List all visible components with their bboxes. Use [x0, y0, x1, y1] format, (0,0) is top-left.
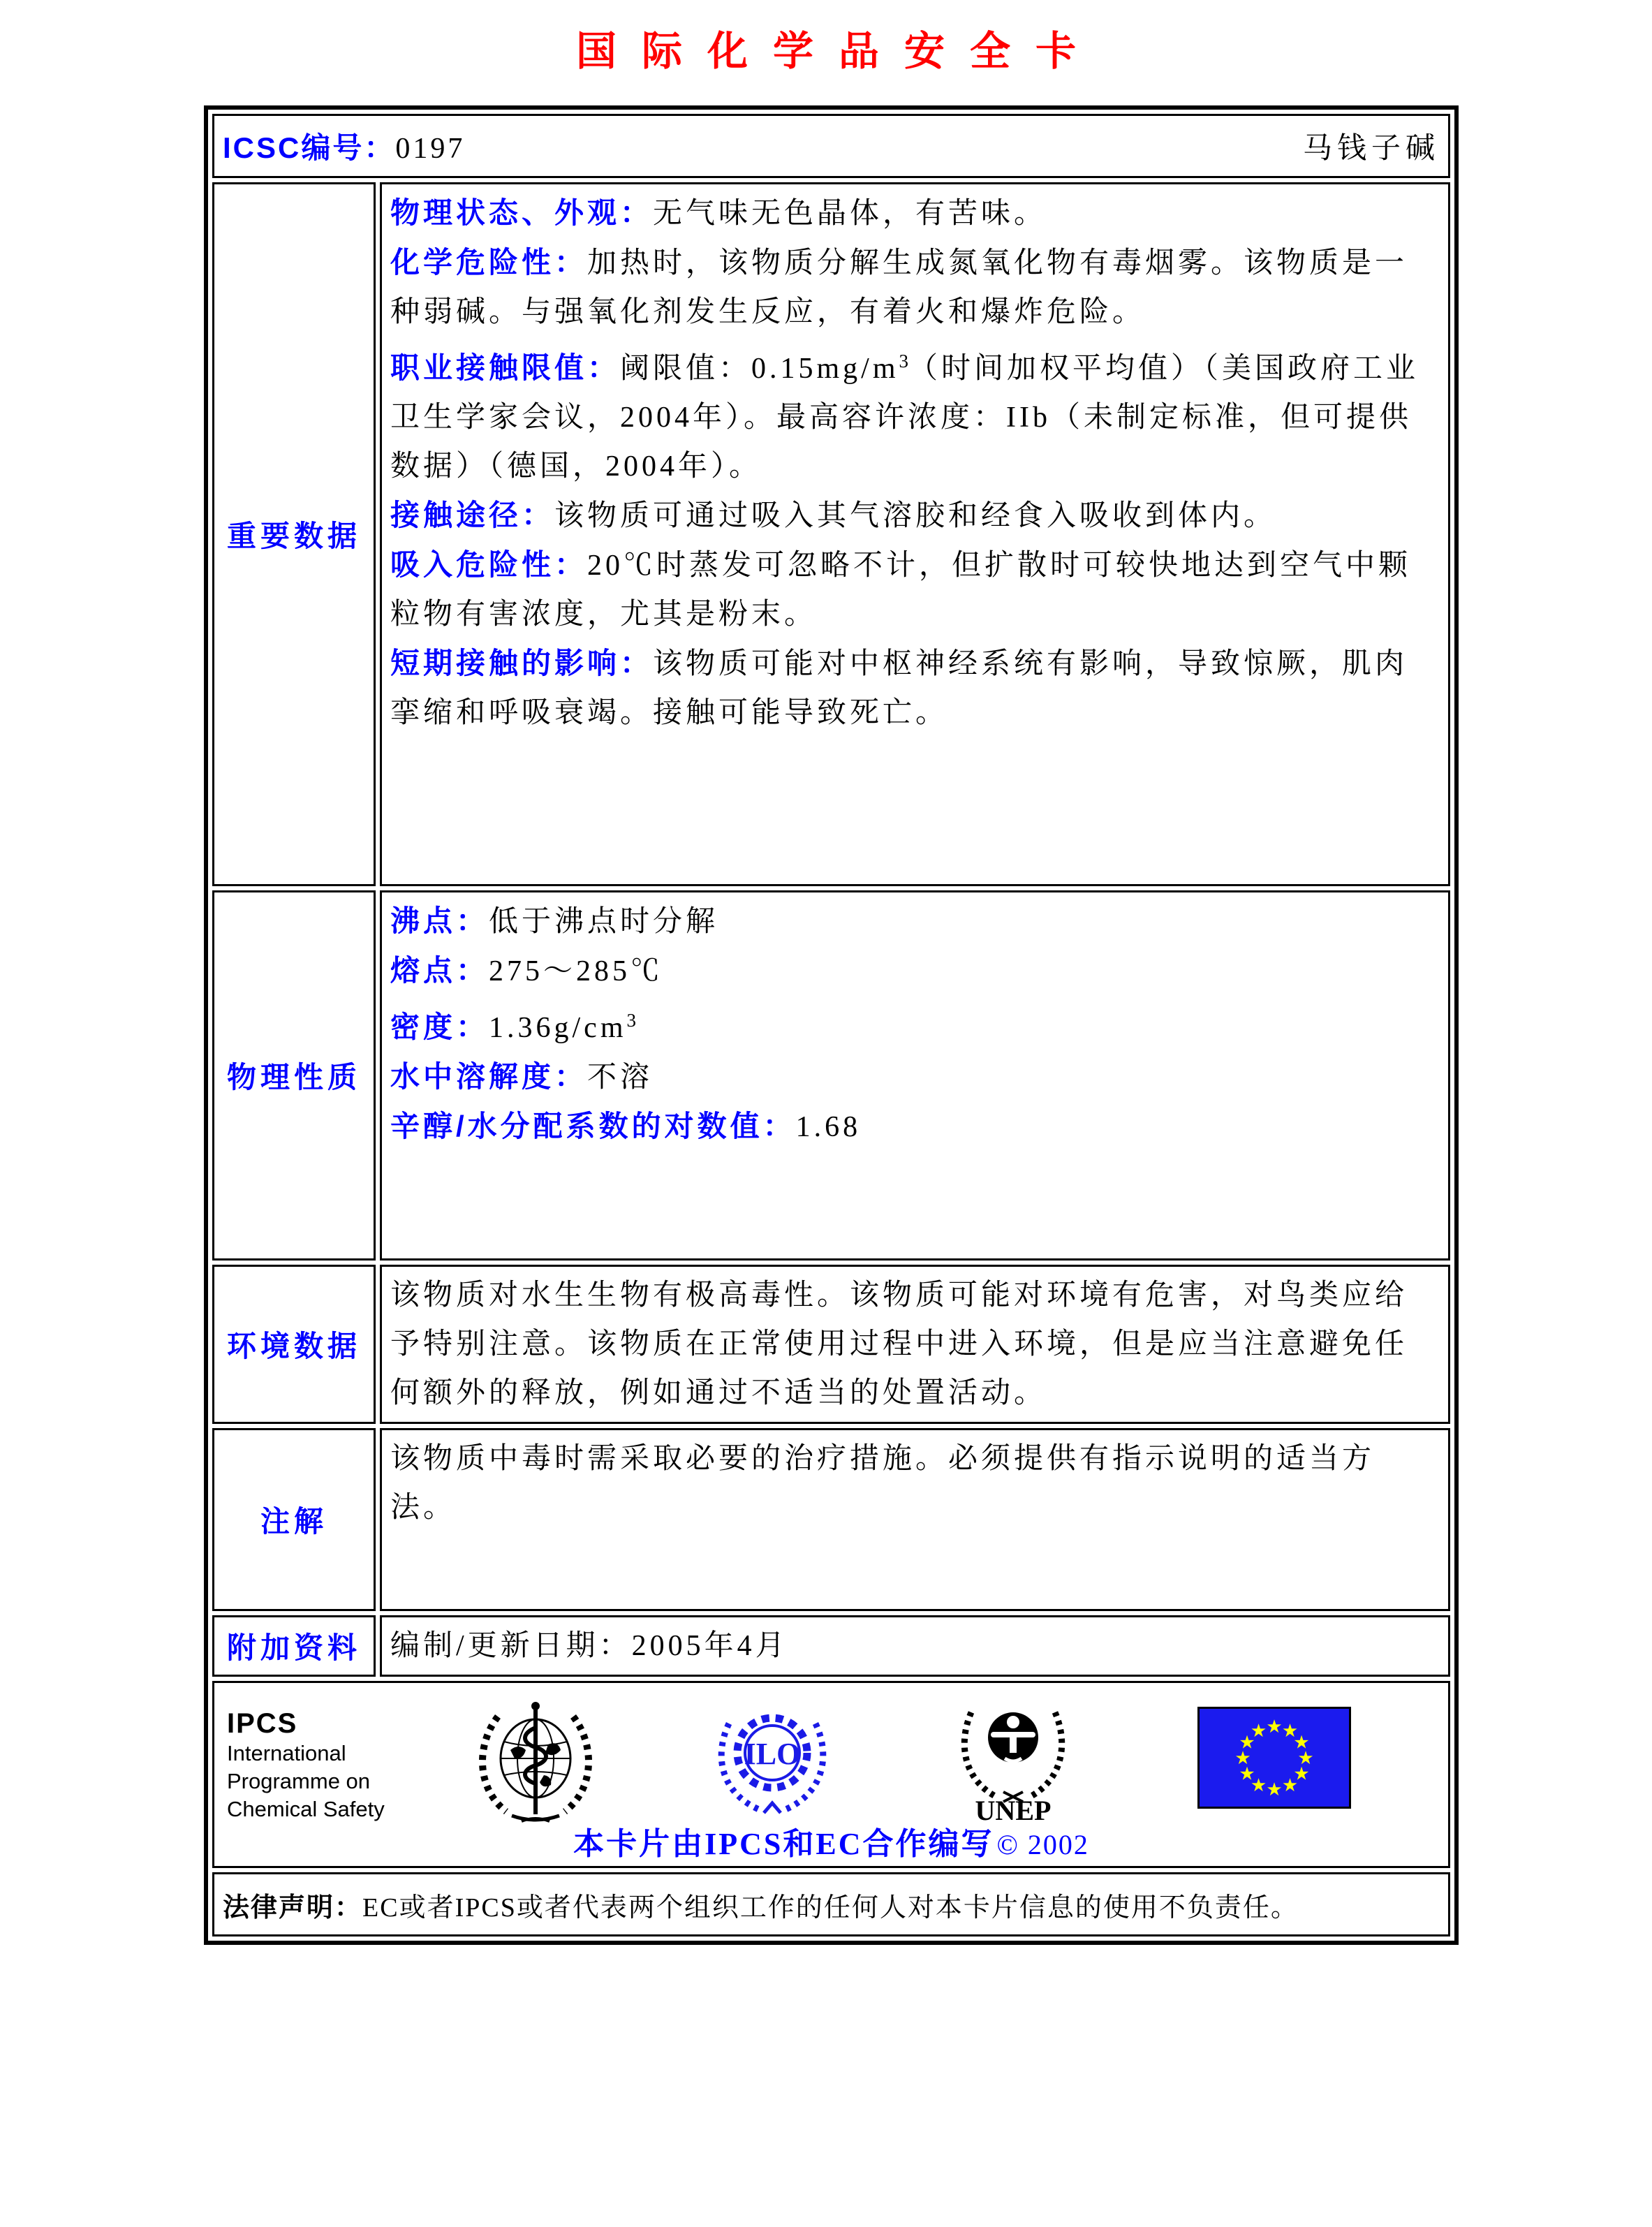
svg-text:★: ★	[1234, 1748, 1251, 1769]
section-row-important-data	[212, 182, 1450, 886]
chemical-name: 马钱子碱	[1302, 133, 1440, 165]
section-content-environmental-data	[380, 1265, 1450, 1424]
ilo-letters: ILO	[744, 1737, 801, 1771]
unep-letters: UNEP	[975, 1795, 1052, 1824]
section-row-notes	[212, 1428, 1450, 1611]
logos-cell	[212, 1681, 1450, 1868]
entry-text: 无气味无色晶体，有苦味。	[653, 198, 1047, 230]
entry	[390, 1052, 1440, 1102]
section-content-physical-properties	[380, 890, 1450, 1261]
entry-text: 不溶	[587, 1061, 654, 1094]
entry-label: 物理状态、外观：	[390, 196, 654, 229]
section-label-physical-properties: 物理性质	[212, 890, 376, 1261]
entry-text: 阈限值：0.15mg/m	[620, 353, 899, 385]
svg-text:★: ★	[1293, 1732, 1310, 1754]
entry-text: （时间加权平均值）（美国政府工业卫生学家会议，2004年）。最高容许浓度：IIb（未制定标准，但可提供数据）（德国，2004年）。	[390, 353, 1419, 483]
copyright-text: © 2002	[996, 1829, 1089, 1860]
entry-superscript: 3	[899, 351, 909, 372]
entry	[390, 639, 1440, 737]
entry	[390, 337, 1440, 491]
legal-text: EC或者IPCS或者代表两个组织工作的任何人对本卡片信息的使用不负责任。	[362, 1892, 1299, 1923]
header-cell	[212, 114, 1450, 178]
icsc-table	[204, 105, 1459, 1945]
entry	[390, 996, 1440, 1052]
unep-emblem-icon	[956, 1694, 1071, 1828]
entry-label: 化学危险性：	[390, 246, 588, 279]
entry	[390, 1434, 1440, 1532]
entry-text: 275～285℃	[489, 955, 664, 987]
entry	[390, 946, 1440, 996]
svg-text:★: ★	[1297, 1748, 1314, 1769]
icsc-number-group	[223, 125, 465, 167]
svg-text:★: ★	[1281, 1775, 1299, 1796]
entry-text: 1.36g/cm	[489, 1012, 627, 1044]
entry	[390, 1271, 1440, 1418]
entry	[390, 1102, 1440, 1152]
svg-text:★: ★	[1239, 1732, 1255, 1754]
entry-text: 该物质对水生生物有极高毒性。该物质可能对环境有危害，对鸟类应给予特别注意。该物质在正常使用过程中进入环境，但是应当注意避免任何额外的释放，例如通过不适当的处置活动。	[390, 1279, 1408, 1409]
section-label-additional-info: 附加资料	[212, 1615, 376, 1677]
section-content-notes	[380, 1428, 1450, 1611]
svg-text:★: ★	[1250, 1775, 1267, 1796]
eu-flag-icon	[1197, 1707, 1351, 1812]
entry-label: 熔点：	[390, 954, 489, 987]
entry-text: 编制/更新日期：2005年4月	[390, 1630, 788, 1662]
credit-text: 本卡片由IPCS和EC合作编写	[573, 1827, 994, 1861]
section-row-physical-properties	[212, 890, 1450, 1261]
logos-row	[212, 1681, 1450, 1868]
entry	[390, 238, 1440, 337]
credit-line	[214, 1818, 1448, 1863]
svg-text:★: ★	[1281, 1721, 1299, 1742]
entry	[390, 897, 1440, 946]
entry	[390, 541, 1440, 639]
entry-text: 加热时，该物质分解生成氮氧化物有毒烟雾。该物质是一种弱碱。与强氧化剂发生反应，有着火和爆炸危险。	[390, 247, 1408, 328]
section-row-environmental-data	[212, 1265, 1450, 1424]
entry-label: 短期接触的影响：	[390, 647, 654, 679]
entry-text: 该物质可能对中枢神经系统有影响，导致惊厥，肌肉挛缩和呼吸衰竭。接触可能导致死亡。	[390, 648, 1408, 729]
svg-text:★: ★	[1293, 1763, 1310, 1785]
ipcs-subtitle-line: Programme on	[227, 1769, 371, 1793]
ipcs-title: IPCS	[227, 1708, 298, 1739]
icsc-card	[204, 105, 1459, 1945]
entry-label: 吸入危险性：	[390, 548, 588, 581]
entry-text: 该物质中毒时需采取必要的治疗措施。必须提供有指示说明的适当方法。	[390, 1443, 1376, 1524]
header-row	[212, 114, 1450, 178]
ilo-emblem-icon	[711, 1698, 834, 1824]
entry-label: 辛醇/水分配系数的对数值：	[390, 1110, 796, 1142]
entry-text: 低于沸点时分解	[489, 906, 719, 938]
section-content-additional-info	[380, 1615, 1450, 1677]
svg-text:★: ★	[1250, 1721, 1267, 1742]
entry-text: 该物质可通过吸入其气溶胶和经食入吸收到体内。	[554, 500, 1277, 532]
ipcs-text-block	[227, 1708, 385, 1823]
icsc-number-label: ICSC编号：	[223, 131, 396, 164]
svg-text:★: ★	[1266, 1717, 1283, 1737]
entry	[390, 491, 1440, 541]
svg-text:★: ★	[1266, 1779, 1283, 1800]
entry-label: 职业接触限值：	[390, 351, 621, 384]
entry-superscript: 3	[626, 1010, 636, 1031]
icsc-number-value: 0197	[395, 133, 466, 165]
section-row-additional-info	[212, 1615, 1450, 1677]
entry-label: 沸点：	[390, 904, 489, 937]
page-title: 国际化学品安全卡	[575, 29, 1101, 74]
entry-label: 接触途径：	[390, 499, 555, 531]
section-content-important-data	[380, 182, 1450, 886]
legal-label: 法律声明：	[223, 1892, 363, 1923]
entry	[390, 189, 1440, 238]
entry-text: 1.68	[795, 1111, 862, 1143]
legal-cell	[212, 1872, 1450, 1936]
entry-text: 20℃时蒸发可忽略不计，但扩散时可较快地达到空气中颗粒物有害浓度，尤其是粉末。	[390, 550, 1412, 631]
section-label-important-data: 重要数据	[212, 182, 376, 886]
svg-text:★: ★	[1239, 1763, 1255, 1785]
ipcs-subtitle-line: Chemical Safety	[227, 1797, 385, 1821]
ipcs-subtitle-line: International	[227, 1741, 346, 1765]
who-emblem-icon	[471, 1697, 597, 1833]
entry	[390, 1622, 1440, 1670]
entry-label: 水中溶解度：	[390, 1060, 588, 1093]
entry-label: 密度：	[390, 1010, 489, 1043]
legal-row	[212, 1872, 1450, 1936]
section-label-notes: 注解	[212, 1428, 376, 1611]
section-label-environmental-data: 环境数据	[212, 1265, 376, 1424]
